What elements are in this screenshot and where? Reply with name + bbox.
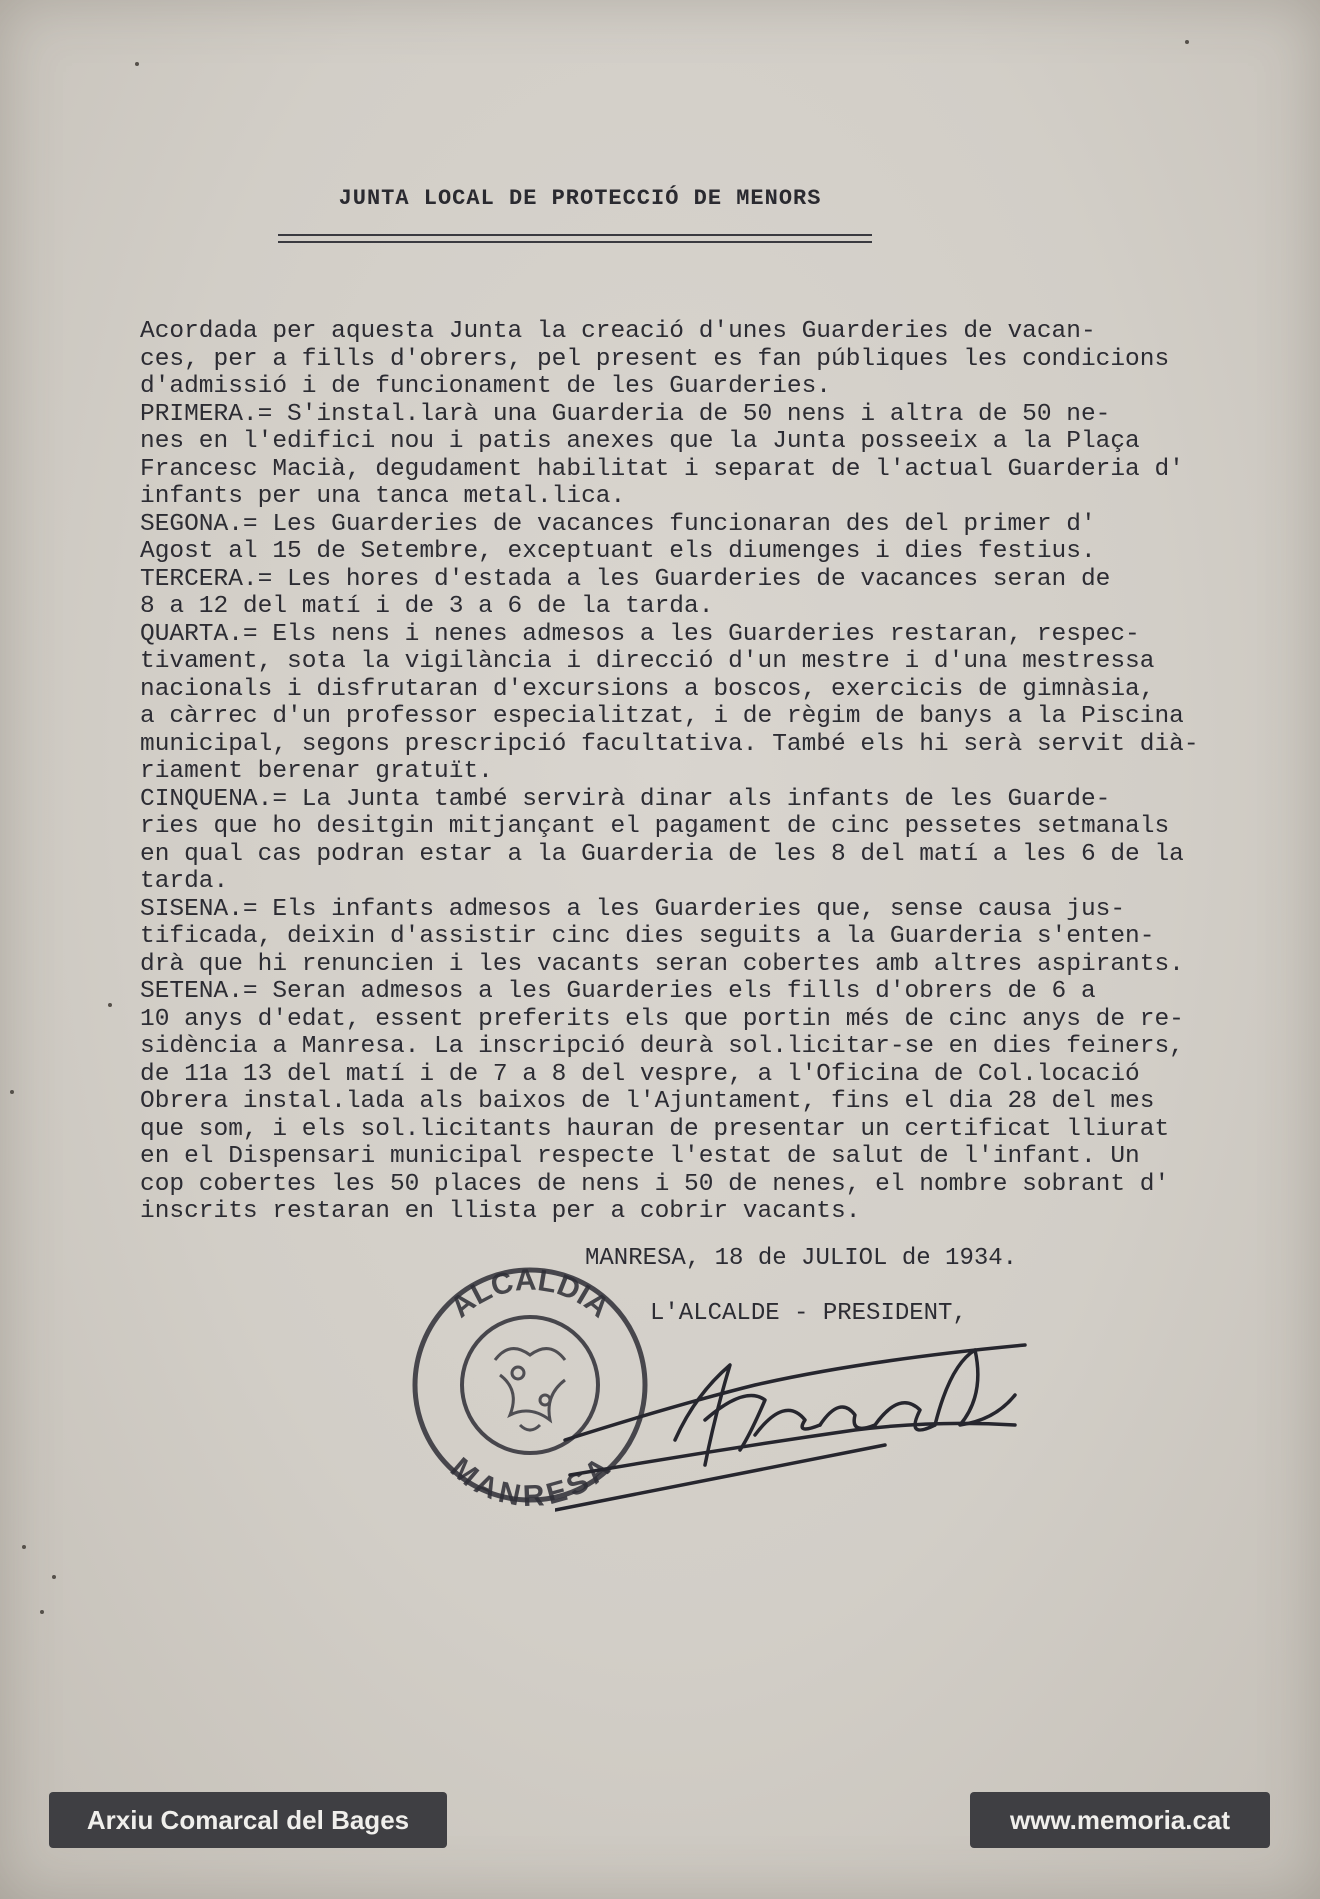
title-underline — [278, 234, 872, 236]
body-line: SEGONA.= Les Guarderies de vacances funcionaran des del primer d' — [140, 510, 1096, 538]
body-line: CINQUENA.= La Junta també servirà dinar als infants de les Guarde- — [140, 785, 1111, 813]
paper-speck — [135, 62, 139, 66]
body-line: riament berenar gratuït. — [140, 758, 493, 785]
paper-speck — [1185, 40, 1189, 44]
body-line: 8 a 12 del matí i de 3 a 6 de la tarda. — [140, 593, 714, 620]
paper-speck — [10, 1090, 14, 1094]
paper-speck — [22, 1545, 26, 1549]
body-line: ces, per a fills d'obrers, pel present es fan públiques les condicions — [140, 345, 1170, 373]
body-line: SISENA.= Els infants admesos a les Guarderies que, sense causa jus- — [140, 895, 1126, 923]
body-line: d'admissió i de funcionament de les Guarderies. — [140, 373, 832, 400]
body-line: drà que hi renuncien i les vacants seran cobertes amb altres aspirants. — [140, 950, 1184, 978]
paper-speck — [52, 1575, 56, 1579]
body-line: ries que ho desitgin mitjançant el pagament de cinc pessetes setmanals — [140, 813, 1170, 840]
body-line: Francesc Macià, degudament habilitat i separat de l'actual Guarderia d' — [140, 455, 1184, 483]
archive-watermark-label: Arxiu Comarcal del Bages — [49, 1792, 447, 1848]
paper-speck — [108, 1003, 112, 1007]
body-line: en el Dispensari municipal respecte l'estat de salut de l'infant. Un — [140, 1143, 1140, 1170]
stamp-text-top: ALCALDIA — [444, 1263, 616, 1325]
document-title: JUNTA LOCAL DE PROTECCIÓ DE MENORS — [338, 186, 822, 211]
body-line: tivament, sota la vigilància i direcció d'un mestre i d'una mestressa — [140, 648, 1155, 675]
body-line: nes en l'edifici nou i patis anexes que la Junta posseeix a la Plaça — [140, 428, 1140, 455]
body-line: QUARTA.= Els nens i nenes admesos a les Guarderies restaran, respec- — [140, 620, 1140, 648]
body-line: Acordada per aquesta Junta la creació d'unes Guarderies de vacan- — [140, 318, 1096, 345]
signer-title: L'ALCALDE - PRESIDENT, — [650, 1300, 967, 1327]
body-line: Obrera instal.lada als baixos de l'Ajuntament, fins el dia 28 del mes — [140, 1088, 1155, 1115]
body-line: infants per una tanca metal.lica. — [140, 483, 626, 510]
body-line: 10 anys d'edat, essent preferits els que portin més de cinc anys de re- — [140, 1005, 1184, 1033]
date-line: MANRESA, 18 de JULIOL de 1934. — [585, 1245, 1018, 1272]
body-line: municipal, segons prescripció facultativa. També els hi serà servit dià- — [140, 730, 1199, 758]
body-line: cop cobertes les 50 places de nens i 50 de nenes, el nombre sobrant d' — [140, 1170, 1170, 1198]
paper-speck — [40, 1610, 44, 1614]
body-line: inscrits restaran en llista per a cobrir vacants. — [140, 1198, 861, 1225]
body-line: SETENA.= Seran admesos a les Guarderies els fills d'obrers de 6 a — [140, 978, 1096, 1005]
body-line: PRIMERA.= S'instal.larà una Guarderia de 50 nens i altra de 50 ne- — [140, 400, 1111, 428]
body-line: en qual cas podran estar a la Guarderia de les 8 del matí a les 6 de la — [140, 840, 1184, 868]
body-line: tarda. — [140, 868, 229, 895]
website-watermark-label[interactable]: www.memoria.cat — [970, 1792, 1270, 1848]
body-line: Agost al 15 de Setembre, exceptuant els diumenges i dies festius. — [140, 538, 1096, 565]
body-line: de 11a 13 del matí i de 7 a 8 del vespre, a l'Oficina de Col.locació — [140, 1060, 1140, 1088]
body-line: TERCERA.= Les hores d'estada a les Guarderies de vacances seran de — [140, 565, 1111, 593]
stamp-text-bottom: MANRESA — [444, 1451, 617, 1514]
body-line: tificada, deixin d'assistir cinc dies seguits a la Guarderia s'enten- — [140, 923, 1155, 950]
body-line: nacionals i disfrutaran d'excursions a boscos, exercicis de gimnàsia, — [140, 675, 1155, 703]
body-line: sidència a Manresa. La inscripció deurà sol.licitar-se en dies feiners, — [140, 1033, 1184, 1060]
mayor-signature — [555, 1325, 1035, 1525]
document-body — [140, 318, 1300, 1226]
body-line: a càrrec d'un professor especialitzat, i de règim de banys a la Piscina — [140, 703, 1184, 730]
body-line: que som, i els sol.licitants hauran de presentar un certificat lliurat — [140, 1115, 1170, 1143]
title-underline-second — [278, 241, 872, 243]
